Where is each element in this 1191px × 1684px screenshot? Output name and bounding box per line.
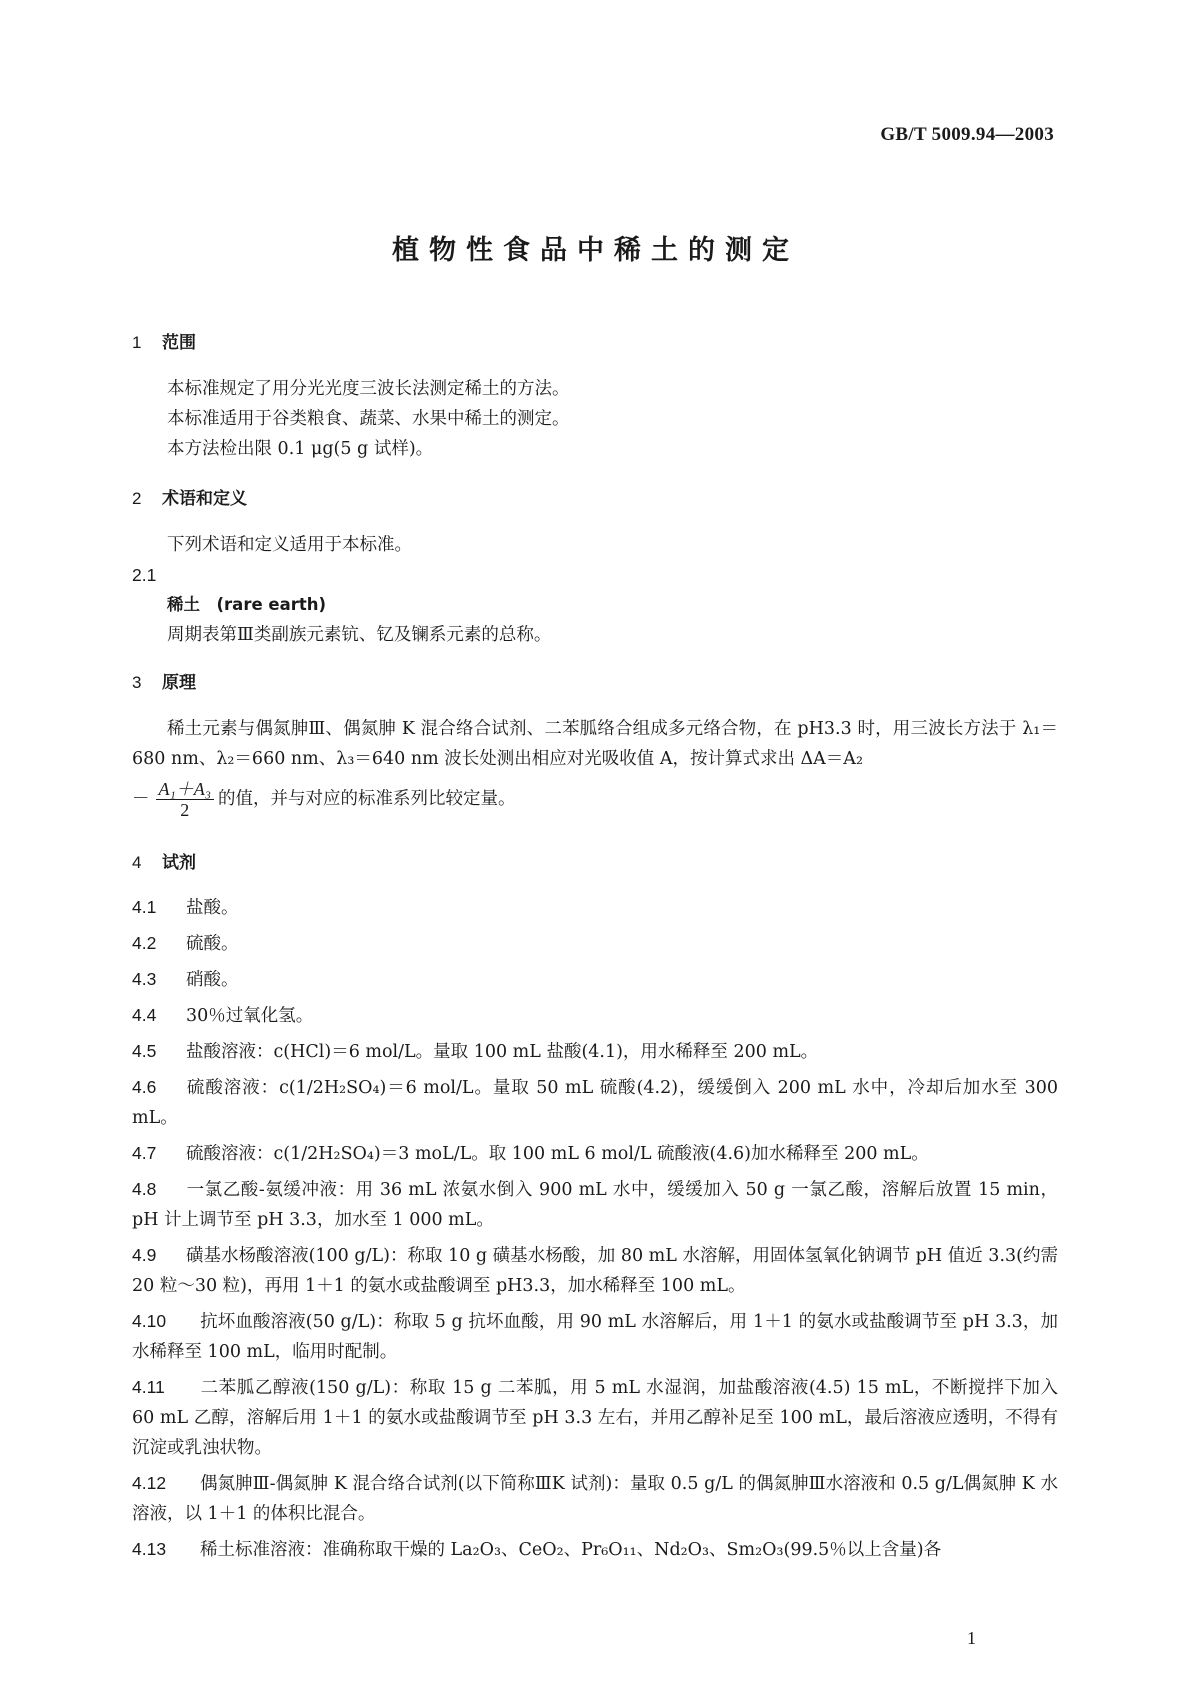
list-item (132, 1036, 1058, 1067)
paragraph: 本标准规定了用分光光度三波长法测定稀土的方法。 (167, 379, 570, 399)
item-number: 4.9 (132, 1245, 157, 1265)
section-3-body (132, 714, 1058, 824)
item-number: 4.3 (132, 969, 157, 989)
list-item (132, 1240, 1058, 1301)
item-number: 4.5 (132, 1041, 157, 1061)
list-item (132, 928, 1058, 959)
list-item (132, 1468, 1058, 1529)
section-3-heading (132, 668, 1058, 698)
item-text: 硫酸溶液：c(1/2H₂SO₄)＝6 mol/L。量取 50 mL 硫酸(4.2)，缓缓倒入 200 mL 水中，冷却后加水至 300 mL。 (132, 1078, 1058, 1128)
section-number: 4 (132, 853, 142, 872)
item-number: 4.13 (132, 1539, 167, 1559)
item-text: 硫酸。 (186, 934, 239, 954)
paragraph: 本标准适用于谷类粮食、蔬菜、水果中稀土的测定。 (167, 409, 570, 429)
item-text: 硝酸。 (186, 970, 239, 990)
formula-line (132, 774, 1058, 824)
formula-trailing-text: 的值，并与对应的标准系列比较定量。 (218, 789, 516, 809)
document-body (132, 328, 1058, 1565)
item-number: 4.2 (132, 933, 157, 953)
document-title: 植物性食品中稀土的测定 (392, 235, 799, 266)
item-text: 稀土标准溶液：准确称取干燥的 La₂O₃、CeO₂、Pr₆O₁₁、Nd₂O₃、Sm₂O₃(99.5％以上含量)各 (200, 1540, 942, 1560)
item-number: 4.8 (132, 1179, 157, 1199)
page-number: 1 (967, 1628, 976, 1648)
item-text: 硫酸溶液：c(1/2H₂SO₄)＝3 moL/L。取 100 mL 6 mol/L 硫酸液(4.6)加水稀释至 200 mL。 (186, 1144, 929, 1164)
item-text: 磺基水杨酸溶液(100 g/L)：称取 10 g 磺基水杨酸，加 80 mL 水溶解，用固体氢氧化钠调节 pH 值近 3.3(约需 20 粒～30 粒)，再用 1＋1 的氨水或盐酸调至 pH3.3，加水稀释至 100 mL。 (132, 1246, 1058, 1296)
list-item (132, 1306, 1058, 1367)
list-item (132, 1000, 1058, 1031)
list-item (132, 1174, 1058, 1235)
subsection-number: 2.1 (132, 565, 157, 585)
section-title: 范围 (162, 333, 196, 353)
reagent-list (132, 892, 1058, 1565)
item-text: 30％过氧化氢。 (186, 1006, 314, 1026)
list-item (132, 892, 1058, 923)
section-title: 术语和定义 (162, 489, 247, 509)
fraction-numerator: A₁＋A₃ (156, 779, 215, 800)
section-number: 2 (132, 489, 142, 508)
term-name: 稀土 (rare earth) (167, 595, 327, 614)
principle-paragraph: 稀土元素与偶氮胂Ⅲ、偶氮胂 K 混合络合试剂、二苯胍络合组成多元络合物，在 pH3.3 时，用三波长方法于 λ₁＝680 nm、λ₂＝660 nm、λ₃＝640 nm 波长处测出相应对光吸收值 A，按计算式求出 ΔA＝A₂ (132, 719, 1058, 769)
fraction (156, 779, 215, 820)
item-text: 抗坏血酸溶液(50 g/L)：称取 5 g 抗坏血酸，用 90 mL 水溶解后，用 1＋1 的氨水或盐酸调节至 pH 3.3，加水稀释至 100 mL，临用时配制。 (132, 1312, 1058, 1362)
section-number: 1 (132, 333, 142, 352)
item-number: 4.7 (132, 1143, 157, 1163)
section-2-heading (132, 484, 1058, 514)
paragraph: 本方法检出限 0.1 μg(5 g 试样)。 (167, 439, 434, 459)
section-1-body (132, 374, 1058, 464)
item-number: 4.1 (132, 897, 157, 917)
section-2-body (132, 530, 1058, 650)
minus-sign: － (132, 789, 150, 809)
item-text: 偶氮胂Ⅲ-偶氮胂 K 混合络合试剂(以下简称ⅢK 试剂)：量取 0.5 g/L 的偶氮胂Ⅲ水溶液和 0.5 g/L偶氮胂 K 水溶液，以 1＋1 的体积比混合。 (132, 1474, 1058, 1524)
item-text: 盐酸溶液：c(HCl)＝6 mol/L。量取 100 mL 盐酸(4.1)，用水稀释至 200 mL。 (186, 1042, 819, 1062)
item-number: 4.6 (132, 1077, 157, 1097)
list-item (132, 964, 1058, 995)
item-number: 4.10 (132, 1311, 167, 1331)
section-title: 原理 (162, 673, 196, 693)
term-definition: 周期表第Ⅲ类副族元素钪、钇及镧系元素的总称。 (167, 625, 552, 645)
section-1-heading (132, 328, 1058, 358)
section-number: 3 (132, 673, 142, 692)
list-item (132, 1534, 1058, 1565)
item-text: 二苯胍乙醇液(150 g/L)：称取 15 g 二苯胍，用 5 mL 水湿润，加盐酸溶液(4.5) 15 mL，不断搅拌下加入 60 mL 乙醇，溶解后用 1＋1 的氨水或盐酸调节至 pH 3.3 左右，并用乙醇补足至 100 mL，最后溶液应透明，不得有沉淀或乳浊状物。 (132, 1378, 1058, 1458)
list-item (132, 1072, 1058, 1133)
item-text: 盐酸。 (186, 898, 239, 918)
section-title: 试剂 (162, 853, 196, 873)
item-text: 一氯乙酸-氨缓冲液：用 36 mL 浓氨水倒入 900 mL 水中，缓缓加入 50 g 一氯乙酸，溶解后放置 15 min，pH 计上调节至 pH 3.3，加水至 1 000 mL。 (132, 1180, 1058, 1230)
paragraph: 下列术语和定义适用于本标准。 (167, 535, 412, 555)
term-entry (132, 590, 1058, 620)
standard-number: GB/T 5009.94—2003 (880, 124, 1054, 145)
section-4-heading (132, 848, 1058, 878)
item-number: 4.12 (132, 1473, 167, 1493)
list-item (132, 1372, 1058, 1463)
item-number: 4.11 (132, 1377, 165, 1397)
item-number: 4.4 (132, 1005, 157, 1025)
fraction-denominator: 2 (180, 799, 190, 820)
list-item (132, 1138, 1058, 1169)
